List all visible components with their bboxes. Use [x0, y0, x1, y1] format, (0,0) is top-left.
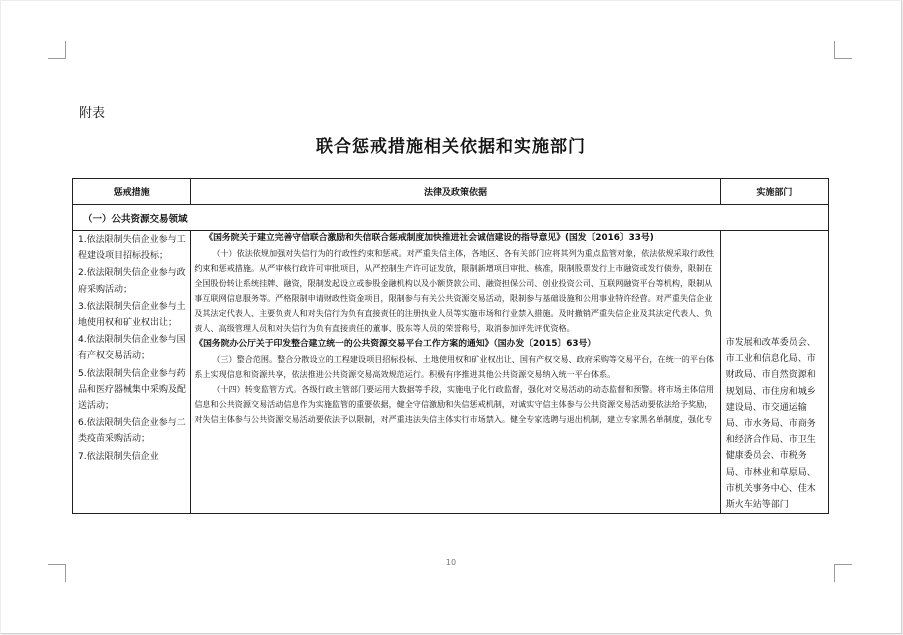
header-departments: 实施部门 [720, 179, 828, 205]
measure-item: 6.依法限制失信企业参与二类疫苗采购活动； [78, 418, 186, 445]
measures-table-container [72, 178, 829, 537]
crop-mark-top-left [48, 41, 66, 59]
measure-item: 1.依法限制失信企业参与工程建设项目招标投标； [78, 235, 186, 262]
table-row [73, 231, 829, 514]
page-number: 10 [445, 558, 457, 567]
section-row [73, 205, 829, 231]
page-title: 联合惩戒措施相关依据和实施部门 [316, 137, 586, 157]
measure-item: 4.依法限制失信企业参与国有产权交易活动； [78, 335, 186, 362]
measure-item: 5.依法限制失信企业参与药品和医疗器械集中采购及配送活动； [78, 368, 187, 412]
policy-title: 《国务院关于建立完善守信联合激励和失信联合惩戒制度加快推进社会诚信建设的指导意见》(国发〔2016〕33号) [204, 233, 654, 243]
measure-item: 7.依法限制失信企业 [78, 451, 159, 462]
measures-cell [73, 231, 191, 514]
section-heading: （一）公共资源交易领域 [73, 205, 829, 231]
header-measures: 惩戒措施 [73, 179, 191, 205]
table-header-row [73, 179, 829, 205]
measure-item: 2.依法限制失信企业参与政府采购活动； [78, 268, 186, 295]
annex-label: 附表 [79, 106, 106, 121]
measures-table [72, 178, 829, 514]
legal-basis-cell [191, 231, 720, 514]
header-legal-basis: 法律及政策依据 [191, 179, 720, 205]
policy-title: 《国务院办公厅关于印发整合建立统一的公共资源交易平台工作方案的通知》（国办发〔2015〕63号） [194, 338, 597, 349]
policy-paragraph: （三）整合范围。整合分散设立的工程建设项目招标投标、土地使用权和矿业权出让、国有产权交易、政府采购等交易平台，在统一的平台体系上实现信息和资源共享，依法推进公共资源交易高效规范运行。积极有序推进其他公共资源交易纳入统一平台体系。 [194, 353, 715, 379]
crop-mark-top-right [834, 41, 852, 59]
document-page [1, 1, 902, 634]
measure-item: 3.依法限制失信企业参与土地使用权和矿业权出让； [78, 301, 186, 329]
policy-paragraph: （十四）转变监管方式。各级行政主管部门要运用大数据等手段，实施电子化行政监督，强化对交易活动的动态监督和预警。将市场主体信用信息和公共资源交易活动信息作为实施监管的重要依据，健全守信激励和失信惩戒机制，对诚实守信主体参与公共资源交易活动要依法给予奖励，对失信主体参与公共资源交易活动要依法予以限制，对严重违法失信主体实行市场禁入。健全专家选聘与退出机制，建立专家黑名单制度，强化专 [194, 383, 715, 424]
policy-paragraph: （十）依法依规加强对失信行为的行政性约束和惩戒。对严重失信主体，各地区、各有关部门应将其列为重点监管对象，依法依规采取行政性约束和惩戒措施。从严审核行政许可审批项目，从严控制生产许可证发放，限制新增项目审批、核准，限制股票发行上市融资或发行债券，限制在全国股份转让系统挂牌、融资，限制发起设立或参股金融机构以及小额贷款公司、融资担保公司、创业投资公司、互联网融资平台等机构，限制从事互联网信息服务等。严格限制申请财政性资金项目，限制参与有关公共资源交易活动，限制参与基础设施和公用事业特许经营。对严重失信企业及其法定代表人、主要负责人和对失信行为负有直接责任的注册执业人员等实施市场和行业禁入措施。及时撤销严重失信企业及其法定代表人、负责人、高级管理人员和对失信行为负有直接责任的董事、股东等人员的荣誉称号，取消参加评先评优资格。 [194, 248, 715, 334]
departments-cell: 市发展和改革委员会、市工业和信息化局、市财政局、市自然资源和规划局、市住房和城乡建设局、市交通运输局、市水务局、市商务和经济合作局、市卫生健康委员会、市税务局、市林业和草原局、市机关事务中心、佳木斯火车站等部门 [720, 231, 828, 514]
